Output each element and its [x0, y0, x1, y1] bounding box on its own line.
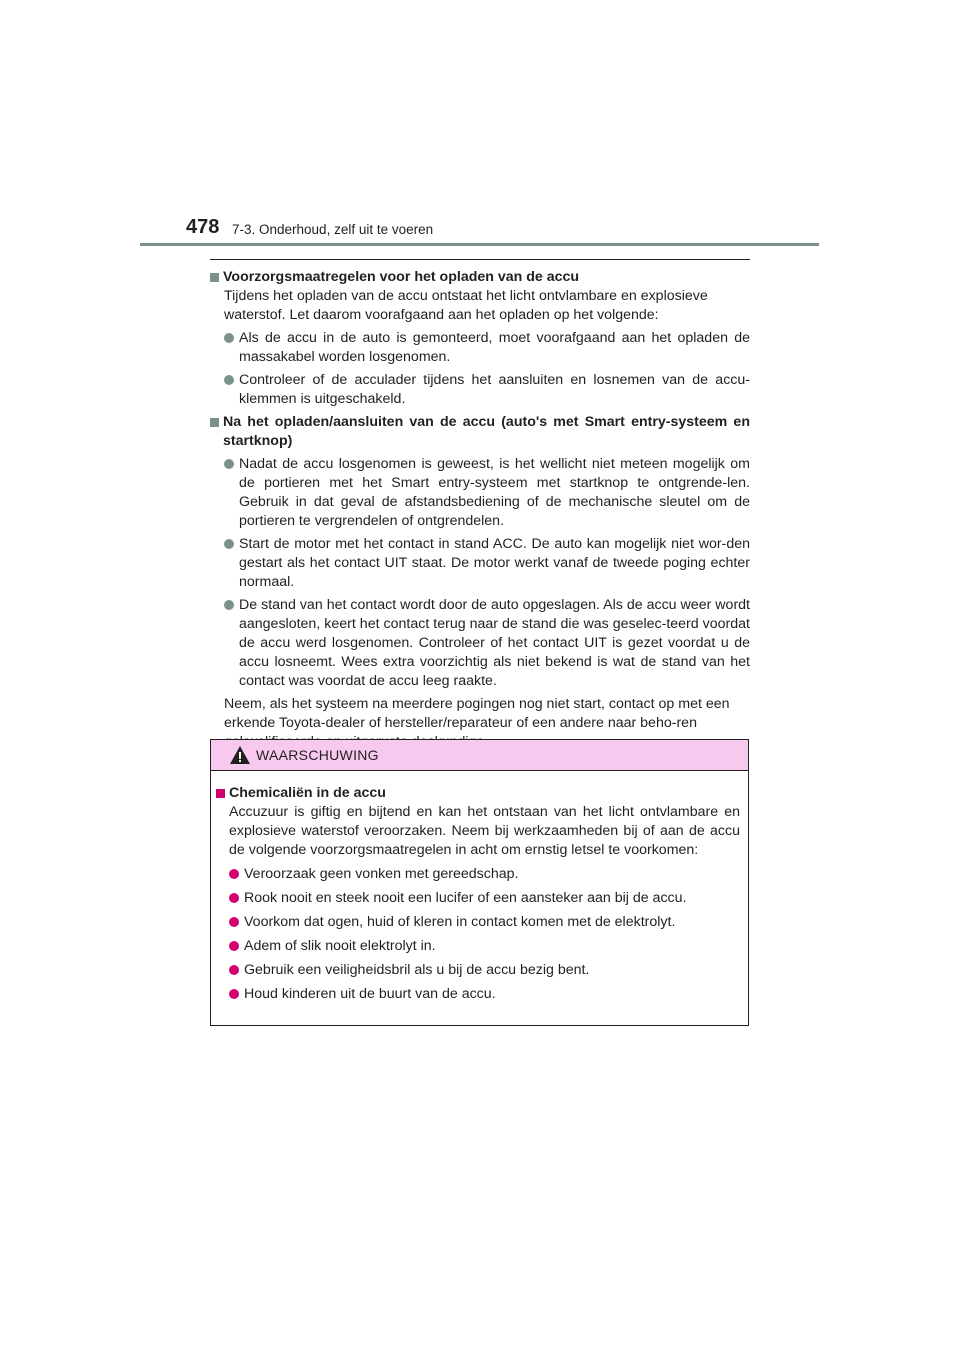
warning-box — [210, 739, 749, 1026]
list-item — [211, 937, 740, 956]
circle-bullet-icon — [229, 941, 239, 951]
header-rule — [140, 243, 819, 246]
circle-bullet-icon — [229, 869, 239, 879]
list-item-text: Adem of slik nooit elektrolyt in. — [244, 938, 436, 954]
list-item-text: Als de accu in de auto is gemonteerd, moet voorafgaand aan het opladen de massakabel worden losgenomen. — [239, 330, 750, 365]
warning-heading — [211, 784, 740, 803]
list-item-text: Veroorzaak geen vonken met gereedschap. — [244, 866, 519, 882]
list-item-text: Controleer of de acculader tijdens het aansluiten en losnemen van de accu-klemmen is uitgeschakeld. — [239, 372, 750, 407]
section-heading — [210, 268, 750, 287]
list-item — [211, 889, 740, 908]
list-item — [211, 985, 740, 1004]
circle-bullet-icon — [229, 965, 239, 975]
list-item — [210, 329, 750, 367]
heading-text: Voorzorgsmaatregelen voor het opladen van de accu — [223, 269, 580, 285]
list-item-text: Rook nooit en steek nooit een lucifer of een aansteker aan bij de accu. — [244, 890, 687, 906]
main-content — [210, 266, 750, 752]
list-item — [210, 596, 750, 691]
top-divider — [210, 259, 750, 260]
list-item — [211, 865, 740, 884]
paragraph: Tijdens het opladen van de accu ontstaat het licht ontvlambare en explosieve waterstof. Let daarom voorafgaand aan het opladen op het volgende: — [224, 288, 708, 323]
list-item — [210, 371, 750, 409]
circle-bullet-icon — [229, 917, 239, 927]
square-bullet-icon — [216, 789, 225, 798]
list-item — [211, 961, 740, 980]
circle-bullet-icon — [224, 600, 234, 610]
heading-text: Na het opladen/aansluiten van de accu (auto's met Smart entry-systeem en startknop) — [223, 414, 750, 449]
square-bullet-icon — [210, 418, 219, 427]
list-item — [210, 455, 750, 531]
paragraph: Accuzuur is giftig en bijtend en kan het ontstaan van het licht ontvlambare en explosieve waterstof veroorzaken. Neem bij werkzaamheden bij of aan de accu de volgende voorzorgsmaatregelen in acht om ernstig letsel te voorkomen: — [229, 804, 740, 858]
paragraph: Neem, als het systeem na meerdere pogingen nog niet start, contact op met een erkende Toyota-dealer of hersteller/reparateur of een andere naar beho-ren — [224, 696, 730, 731]
list-item-text: Start de motor met het contact in stand ACC. De auto kan mogelijk niet wor-den gestart als het contact UIT staat. De motor werkt vanaf de tweede poging echter normaal. — [239, 536, 750, 590]
circle-bullet-icon — [224, 375, 234, 385]
warning-triangle-icon — [229, 745, 251, 765]
warning-body — [211, 782, 740, 1004]
warning-header — [211, 740, 748, 771]
section-title: 7-3. Onderhoud, zelf uit te voeren — [232, 222, 434, 237]
list-item-text: Gebruik een veiligheidsbril als u bij de accu bezig bent. — [244, 962, 590, 978]
list-item-text: De stand van het contact wordt door de auto opgeslagen. Als de accu weer wordt aangesloten, keert het contact terug naar de stand die was geselec-teerd voordat de accu werd losgenomen. Controleer of het contact UIT is gezet voordat u de accu losneemt. Wees extra voorzichtig als niet bekend is wat de stand van het contact was voordat de accu leeg raakte. — [239, 597, 750, 689]
list-item-text: Houd kinderen uit de buurt van de accu. — [244, 986, 496, 1002]
heading-text: Chemicaliën in de accu — [229, 785, 386, 801]
list-item-text: Voorkom dat ogen, huid of kleren in contact komen met de elektrolyt. — [244, 914, 676, 930]
square-bullet-icon — [210, 273, 219, 282]
list-item — [210, 535, 750, 592]
section-heading — [210, 413, 750, 451]
page-number: 478 — [186, 216, 220, 238]
circle-bullet-icon — [229, 893, 239, 903]
list-item — [211, 913, 740, 932]
circle-bullet-icon — [224, 459, 234, 469]
circle-bullet-icon — [229, 989, 239, 999]
circle-bullet-icon — [224, 333, 234, 343]
circle-bullet-icon — [224, 539, 234, 549]
list-item-text: Nadat de accu losgenomen is geweest, is het wellicht niet meteen mogelijk om de portieren met het Smart entry-systeem met startknop te ontgrende-len. Gebruik in dat geval de afstandsbediening of de mechanische sleutel om de portieren te vergrendelen of ontgrendelen. — [239, 456, 750, 529]
warning-title: WAARSCHUWING — [256, 747, 379, 763]
